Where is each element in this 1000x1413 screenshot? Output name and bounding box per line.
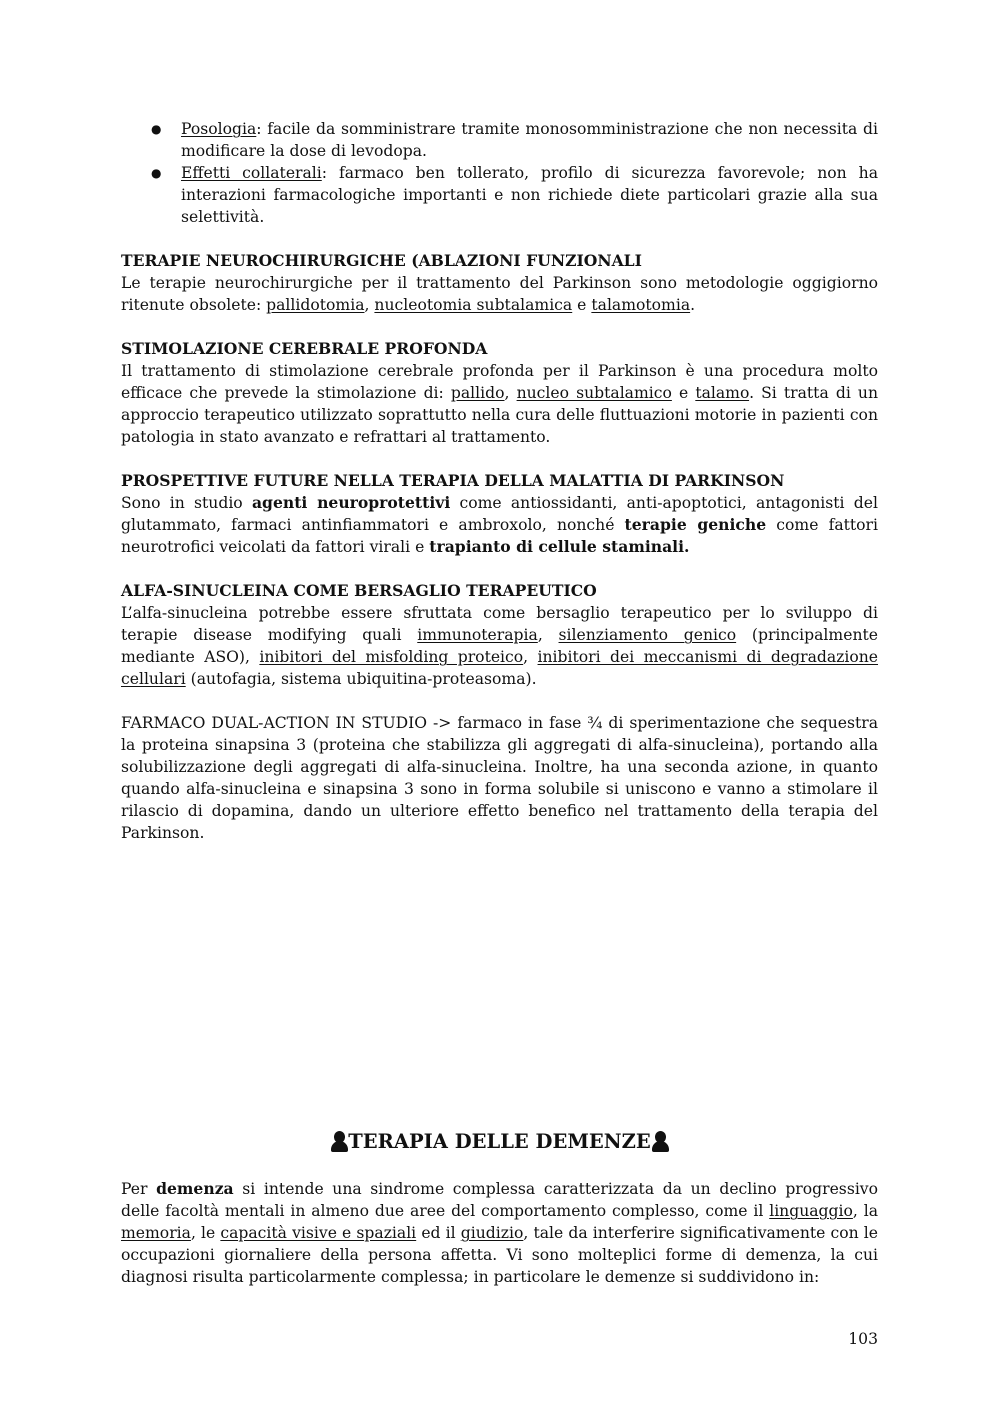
bold-term: terapie geniche (624, 515, 767, 534)
section-heading-neurosurgery: TERAPIE NEUROCHIRURGICHE (ABLAZIONI FUNZIONALI (121, 251, 642, 270)
underlined-term: linguaggio (769, 1202, 853, 1220)
bold-term: trapianto di cellule staminali. (429, 537, 690, 556)
section-heading-alpha-synuclein: ALFA-SINUCLEINA COME BERSAGLIO TERAPEUTICO (121, 581, 597, 600)
text-run: e (671, 384, 696, 402)
underlined-term: inibitori dei meccanismi di degradazione cellulari (121, 648, 879, 688)
text-run: come antiossidanti, anti-apoptotici, antagonisti del glutammato, farmaci antinfiammatori e ambroxolo, nonché (121, 494, 878, 534)
underlined-term: nucleo subtalamico (516, 384, 672, 402)
page-body (121, 118, 878, 844)
text-run: . (690, 296, 696, 314)
text-run: , tale da interferire significativamente con le occupazioni giornaliere della persona affetta. Vi sono molteplici forme di demenza, la cui diagnosi risulta particolarmente complessa; in particolare le demenze si suddividono in: (121, 1224, 878, 1286)
text-run: , (364, 296, 375, 314)
bold-term: demenza (156, 1179, 234, 1198)
text-run: (principalmente mediante ASO), (121, 626, 878, 666)
section-heading-future-prospects: PROSPETTIVE FUTURE NELLA TERAPIA DELLA MALATTIA DI PARKINSON (121, 471, 785, 490)
text-run: come fattori neurotrofici veicolati da fattori virali e (121, 516, 878, 556)
underlined-term: pallido (450, 384, 505, 402)
paragraph-dementia (121, 1178, 878, 1288)
paragraph-neurosurgery (121, 272, 878, 316)
bullet-list (121, 118, 878, 228)
text-run: . Si tratta di un approccio terapeutico utilizzato soprattutto nella cura delle fluttuazioni motorie in pazienti con patologia in stato avanzato e refrattari al trattamento. (121, 384, 878, 446)
text-run: Sono in studio (121, 494, 252, 512)
bullet-text: : farmaco ben tollerato, profilo di sicurezza favorevole; non ha interazioni farmacologiche importanti e non richiede diete particolari grazie alla sua selettività. (181, 164, 878, 226)
text-run: ed il (416, 1224, 461, 1242)
paragraph-future-prospects (121, 492, 878, 558)
underlined-term: talamotomia (591, 296, 691, 314)
text-run: Le terapie neurochirurgiche per il trattamento del Parkinson sono metodologie oggigiorno ritenute obsolete: (121, 274, 878, 314)
list-item (121, 118, 878, 162)
underlined-term: immunoterapia (417, 626, 538, 644)
list-item (121, 162, 878, 228)
section-heading-deep-brain-stimulation: STIMOLAZIONE CEREBRALE PROFONDA (121, 339, 488, 358)
underlined-term: inibitori del misfolding proteico (259, 648, 524, 666)
bullet-term: Posologia (181, 120, 257, 138)
paragraph-dual-action-drug: FARMACO DUAL-ACTION IN STUDIO -> farmaco in fase ¾ di sperimentazione che sequestra la proteina sinapsina 3 (proteina che stabilizza gli aggregati di alfa-sinucleina), portando alla solubilizzazione degli aggregati di alfa-sinucleina. Inoltre, ha una seconda azione, in quanto quando alfa-sinucleina e sinapsina 3 sono in forma solubile si uniscono e vanno a stimolare il rilascio di dopamina, dando un ulteriore effetto benefico nel trattamento della terapia del Parkinson. (121, 714, 878, 842)
underlined-term: nucleotomia subtalamica (374, 296, 573, 314)
bullet-term: Effetti collaterali (181, 164, 322, 182)
underlined-term: capacità visive e spaziali (220, 1224, 417, 1242)
underlined-term: giudizio (460, 1224, 524, 1242)
bullet-icon: ● (151, 122, 162, 136)
bullet-text: : facile da somministrare tramite monosomministrazione che non necessita di modificare la dose di levodopa. (181, 120, 878, 160)
text-run: si intende una sindrome complessa caratterizzata da un declino progressivo delle facoltà mentali in almeno due aree del comportamento complesso, come il (121, 1180, 879, 1220)
paragraph-alpha-synuclein (121, 602, 878, 690)
text-run: , (523, 648, 538, 666)
underlined-term: talamo (695, 384, 750, 402)
dementia-intro (121, 1178, 878, 1288)
underlined-term: memoria (121, 1224, 191, 1242)
underlined-term: pallidotomia (266, 296, 365, 314)
paragraph-deep-brain-stimulation (121, 360, 878, 448)
text-run: , (504, 384, 517, 402)
text-run: , le (190, 1224, 221, 1242)
text-run: , la (852, 1202, 879, 1220)
text-run: Per (121, 1180, 157, 1198)
text-run: , (537, 626, 559, 644)
text-run: L’alfa-sinucleina potrebbe essere sfruttata come bersaglio terapeutico per lo sviluppo di terapie disease modifying quali (121, 604, 878, 644)
bold-term: agenti neuroprotettivi (251, 493, 451, 512)
page-number: 103 (848, 1330, 878, 1348)
person-silhouette-icon (330, 1130, 348, 1152)
text-run: e (572, 296, 592, 314)
bullet-icon: ● (151, 166, 162, 180)
person-silhouette-icon (651, 1130, 669, 1152)
chapter-title-text: TERAPIA DELLE DEMENZE (348, 1130, 651, 1153)
text-run: Il trattamento di stimolazione cerebrale profonda per il Parkinson è una procedura molto efficace che prevede la stimolazione di: (121, 362, 878, 402)
chapter-title (121, 1128, 878, 1156)
text-run: (autofagia, sistema ubiquitina-proteasoma). (185, 670, 537, 688)
underlined-term: silenziamento genico (558, 626, 737, 644)
